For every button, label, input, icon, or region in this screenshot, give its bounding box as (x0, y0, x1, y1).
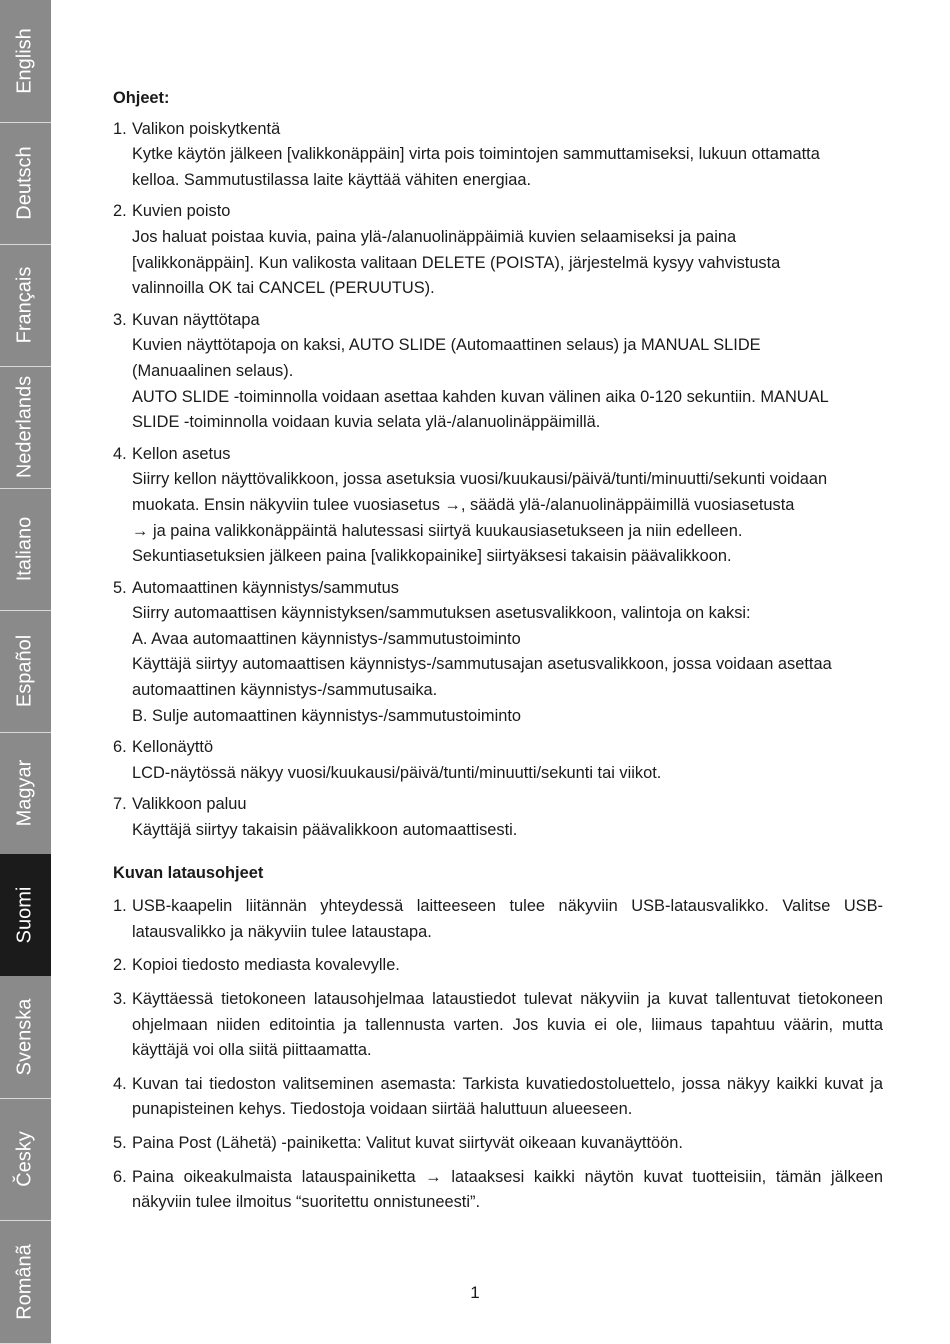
item-text-line: Siirry automaattisen käynnistyksen/sammutuksen asetusvalikkoon, valintoja on kaksi: (132, 604, 751, 623)
item-number: 4. (113, 444, 127, 463)
language-tab-label: Français (13, 266, 36, 344)
language-tab-italiano[interactable] (0, 488, 51, 611)
loading-heading: Kuvan latausohjeet (113, 863, 264, 882)
language-sidebar (0, 0, 51, 1343)
language-tab-label: Magyar (13, 759, 36, 827)
item-text-line: B. Sulje automaattinen käynnistys-/sammutustoiminto (132, 706, 521, 725)
item-title: Valikkoon paluu (132, 795, 247, 814)
instruction-item (113, 199, 883, 301)
item-title: Kellon asetus (132, 444, 231, 463)
item-text-line: Kuvien näyttötapoja on kaksi, AUTO SLIDE (Automaattinen selaus) ja MANUAL SLIDE (132, 336, 761, 355)
instruction-item (113, 792, 883, 843)
step-text: USB-kaapelin liitännän yhteydessä laitteeseen tulee näkyviin USB-latausvalikko. Valitse USB-latausvalikko ja näkyviin tulee lataustapa. (132, 897, 883, 941)
instruction-item (113, 735, 883, 786)
item-number: 3. (113, 310, 127, 329)
item-text-line: → ja paina valikkonäppäintä halutessasi siirtyä kuukausiasetukseen ja niin edelleen. (132, 521, 743, 540)
item-text-line: Käyttäjä siirtyy automaattisen käynnistys-/sammutusajan asetusvalikkoon, jossa voidaan asettaa (132, 655, 832, 674)
item-text-line: muokata. Ensin näkyviin tulee vuosiasetus →, säädä ylä-/alanuolinäppäimillä vuosiasetusta (132, 495, 795, 514)
item-text-line: Sekuntiasetuksien jälkeen paina [valikkopainike] siirtyäksesi takaisin päävalikkoon. (132, 547, 732, 566)
item-title: Valikon poiskytkentä (132, 119, 281, 138)
loading-step (113, 894, 883, 945)
instruction-item (113, 442, 883, 570)
loading-step (113, 953, 883, 979)
item-text-line: Siirry kellon näyttövalikkoon, jossa asetuksia vuosi/kuukausi/päivä/tunti/minuutti/sekunti voidaan (132, 470, 828, 489)
item-text-line: LCD-näytössä näkyy vuosi/kuukausi/päivä/tunti/minuutti/sekunti tai viikot. (132, 763, 662, 782)
page-number: 1 (470, 1283, 480, 1302)
step-number: 5. (113, 1133, 127, 1152)
language-tab-label: Italiano (13, 516, 36, 582)
language-tab-cesky[interactable] (0, 1098, 51, 1221)
instructions-heading: Ohjeet: (113, 89, 170, 107)
step-text: Käyttäessä tietokoneen latausohjelmaa lataustiedot tulevat näkyviin ja kuvat tallentuvat tietokoneen ohjelmaan niiden editointia ja tallennusta varten. Jos kuvia ei ole, liimaus tapahtuu väärin, mutta käyttäjä voi olla siitä piittaamatta. (132, 990, 883, 1060)
item-title: Automaattinen käynnistys/sammutus (132, 578, 399, 597)
loading-step (113, 987, 883, 1064)
item-text-line: kelloa. Sammutustilassa laite käyttää vähiten energiaa. (132, 170, 532, 189)
item-number: 2. (113, 202, 127, 221)
language-tab-label: Nederlands (13, 375, 36, 479)
language-tab-label: Deutsch (13, 146, 36, 220)
language-tab-label: Suomi (13, 886, 36, 944)
item-text-line: Kytke käytön jälkeen [valikkonäppäin] virta pois toimintojen sammuttamiseksi, lukuun ottamatta (132, 145, 820, 164)
language-tab-suomi[interactable] (0, 854, 51, 976)
item-title: Kuvan näyttötapa (132, 310, 260, 329)
language-tab-english[interactable] (0, 0, 51, 123)
item-number: 5. (113, 578, 127, 597)
step-number: 1. (113, 897, 127, 916)
loading-step (113, 1131, 883, 1157)
item-text-line: SLIDE -toiminnolla voidaan kuvia selata ylä-/alanuolinäppäimillä. (132, 413, 601, 432)
item-text-line: valinnoilla OK tai CANCEL (PERUUTUS). (132, 279, 435, 298)
language-tab-label: Românã (13, 1243, 36, 1320)
item-text-line: (Manuaalinen selaus). (132, 361, 294, 380)
step-text: Kopioi tiedosto mediasta kovalevylle. (132, 956, 400, 975)
step-text: Paina Post (Lähetä) -painiketta: Valitut kuvat siirtyvät oikeaan kuvanäyttöön. (132, 1133, 683, 1152)
step-text: Paina oikeakulmaista latauspainiketta → lataaksesi kaikki näytön kuvat tuotteisiin, tämän jälkeen näkyviin tulee ilmoitus “suoritettu onnistuneesti”. (132, 1167, 883, 1212)
instruction-item (113, 117, 883, 194)
page-content (113, 86, 883, 1216)
item-title: Kuvien poisto (132, 202, 231, 221)
language-tab-nederlands[interactable] (0, 366, 51, 489)
language-tab-label: Česky (13, 1131, 36, 1187)
loading-step (113, 1165, 883, 1216)
item-text-line: Jos haluat poistaa kuvia, paina ylä-/alanuolinäppäimiä kuvien selaamiseksi ja paina (132, 227, 737, 246)
item-title: Kellonäyttö (132, 738, 214, 757)
language-tab-espanol[interactable] (0, 610, 51, 733)
item-text-line: automaattinen käynnistys-/sammutusaika. (132, 681, 438, 700)
item-number: 7. (113, 795, 127, 814)
language-tab-magyar[interactable] (0, 732, 51, 855)
loading-instructions-list (113, 894, 883, 1216)
instructions-list (113, 117, 883, 844)
language-tab-francais[interactable] (0, 244, 51, 367)
language-tab-label: Svenska (13, 998, 36, 1076)
step-number: 2. (113, 956, 127, 975)
language-tab-romana[interactable] (0, 1220, 51, 1344)
loading-step (113, 1072, 883, 1123)
language-tab-label: English (13, 28, 36, 94)
step-text: Kuvan tai tiedoston valitseminen asemasta: Tarkista kuvatiedostoluettelo, jossa näkyy kaikki kuvat ja punapisteinen kehys. Tiedostoja voidaan siirtää haluttuun alueeseen. (132, 1074, 883, 1119)
item-text-line: A. Avaa automaattinen käynnistys-/sammutustoiminto (132, 629, 521, 648)
step-number: 4. (113, 1074, 127, 1093)
language-tab-svenska[interactable] (0, 976, 51, 1099)
item-text-line: AUTO SLIDE -toiminnolla voidaan asettaa kahden kuvan välinen aika 0-120 sekuntiin. MANUAL (132, 387, 829, 406)
step-number: 6. (113, 1167, 127, 1186)
instruction-item (113, 308, 883, 436)
language-tab-label: Español (13, 634, 36, 708)
instruction-item (113, 576, 883, 730)
item-text-line: [valikkonäppäin]. Kun valikosta valitaan DELETE (POISTA), järjestelmä kysyy vahvistusta (132, 253, 781, 272)
item-number: 6. (113, 738, 127, 757)
item-text-line: Käyttäjä siirtyy takaisin päävalikkoon automaattisesti. (132, 821, 518, 840)
step-number: 3. (113, 990, 127, 1008)
item-number: 1. (113, 119, 127, 138)
language-tab-deutsch[interactable] (0, 122, 51, 245)
